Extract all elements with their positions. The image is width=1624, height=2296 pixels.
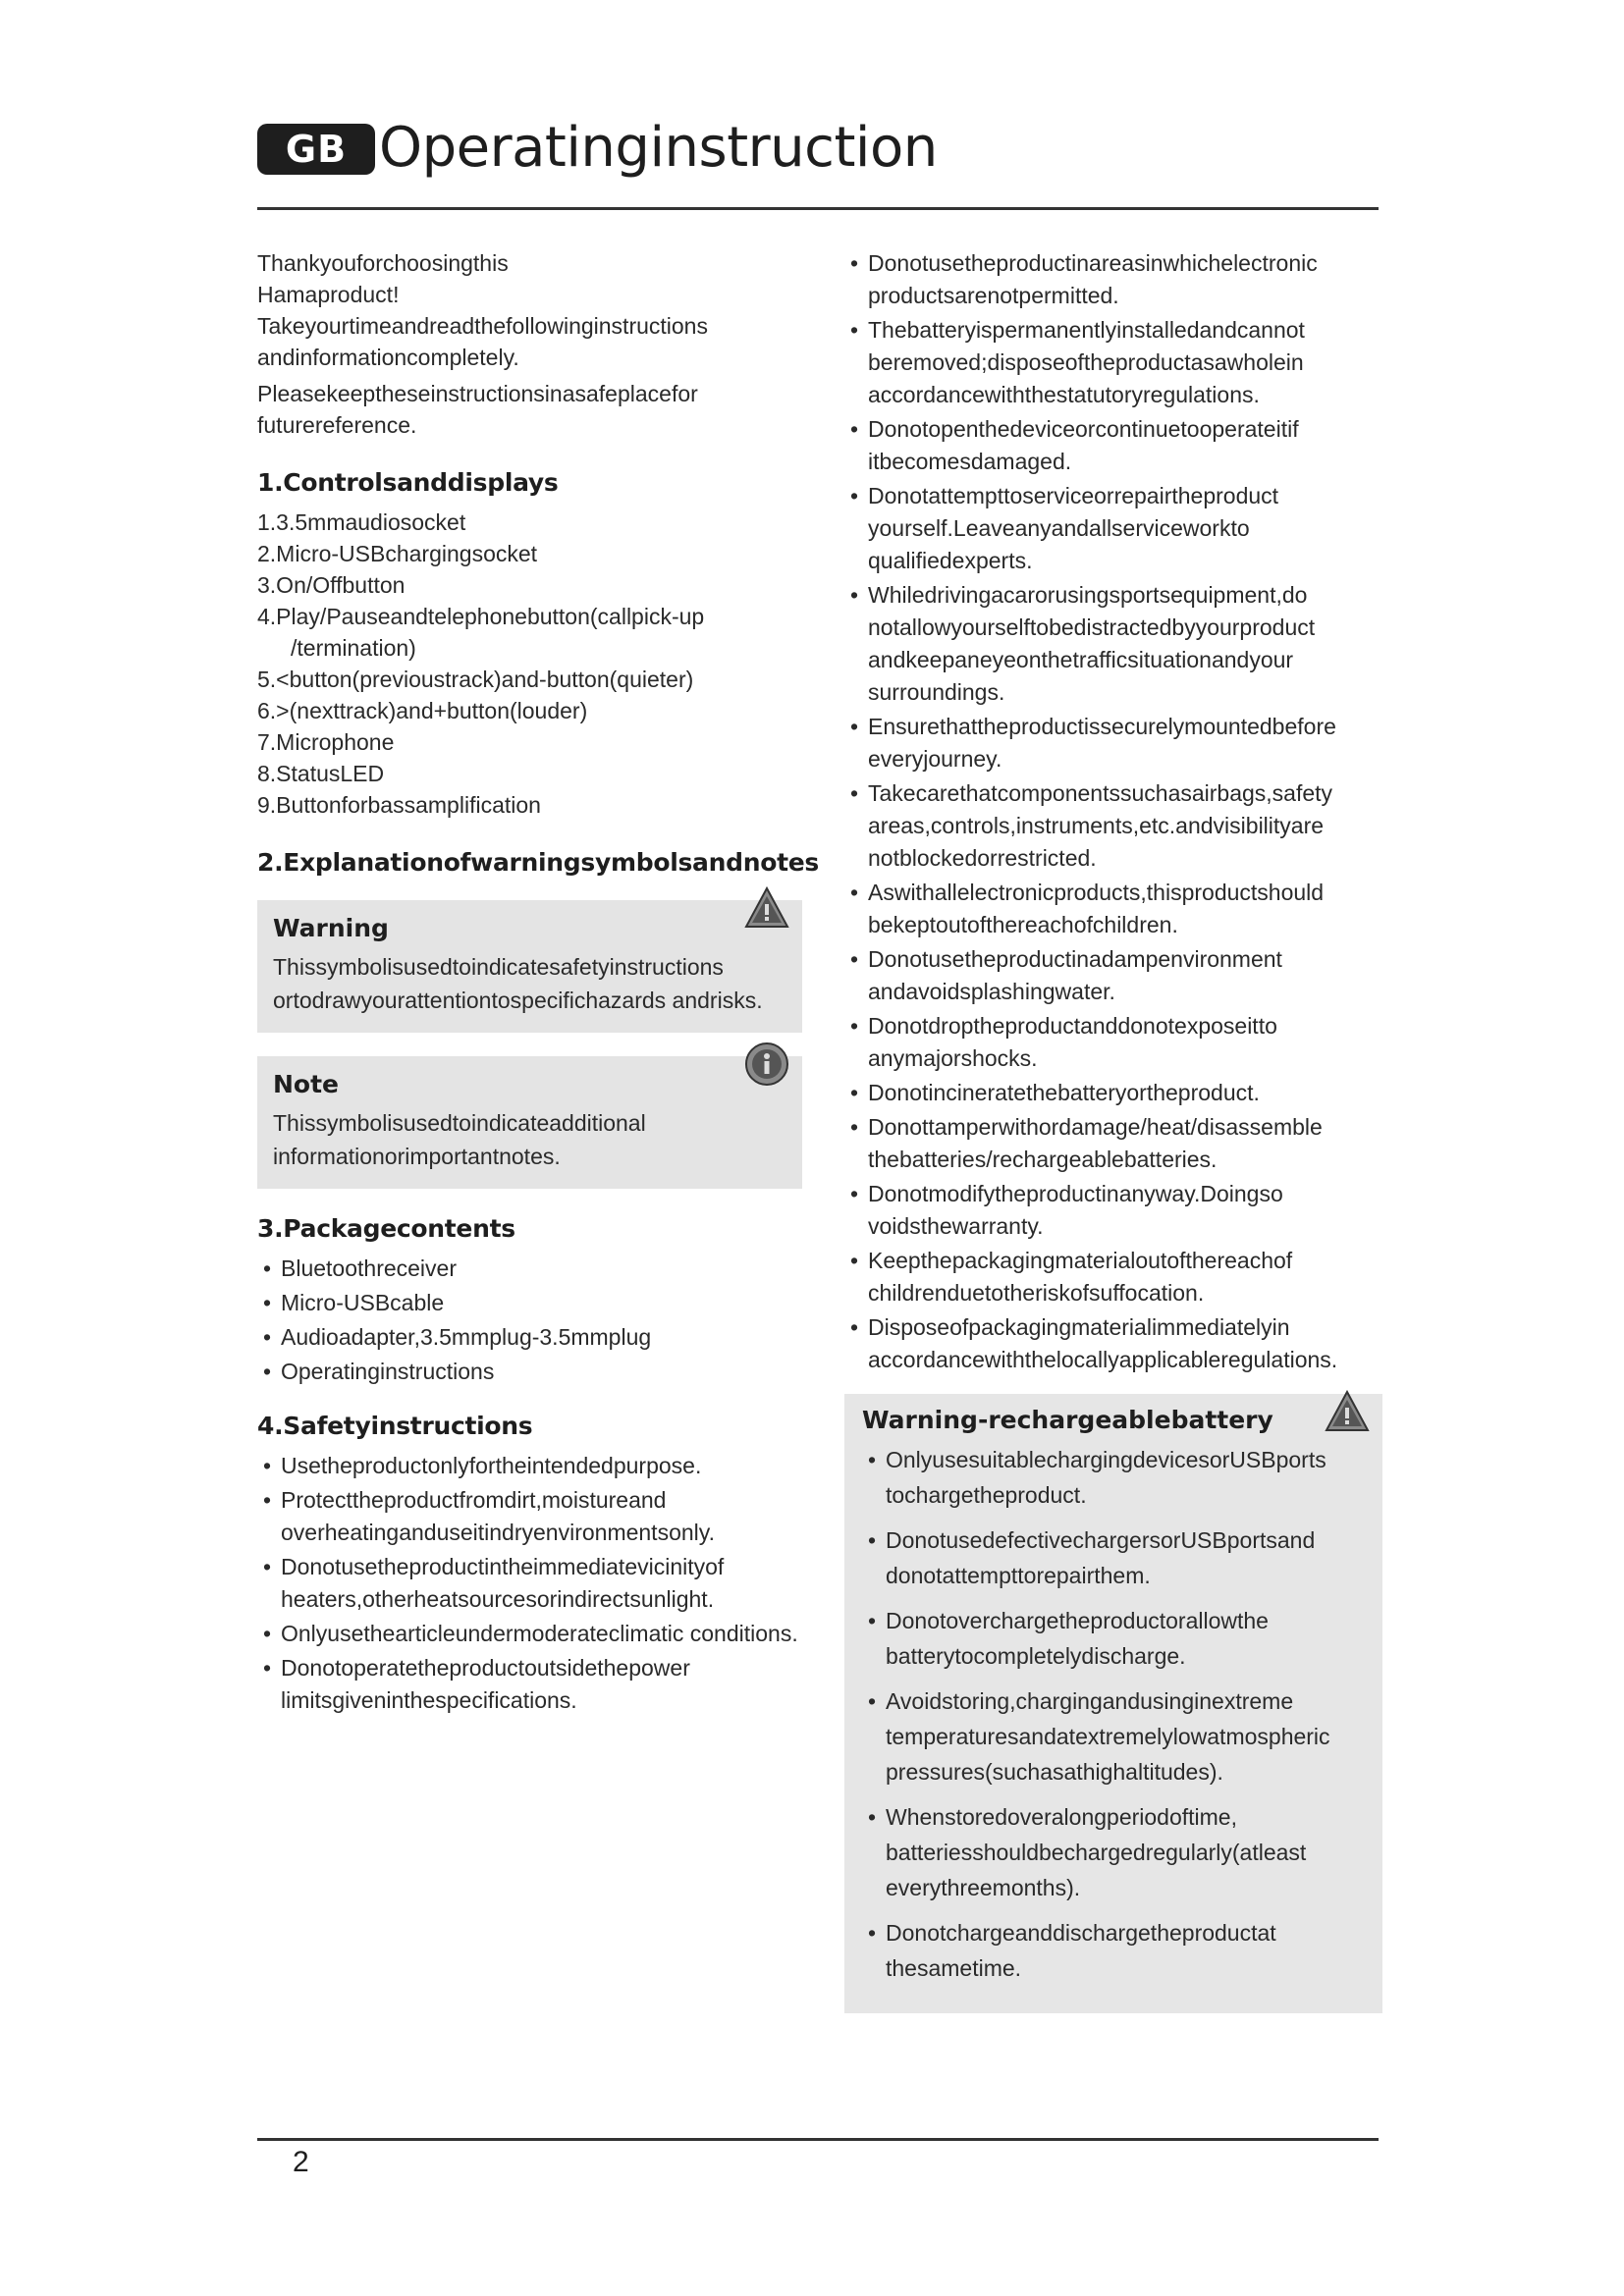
list-item: • Usetheproductonlyfortheintendedpurpose. <box>257 1450 802 1482</box>
page-title: Operatinginstruction <box>379 116 938 180</box>
info-circle-icon <box>743 1041 790 1088</box>
battery-warning-list <box>862 1442 1365 1986</box>
list-item: • DonotusedefectivechargersorUSBportsand donotattempttorepairthem. <box>862 1522 1365 1593</box>
controls-list <box>257 507 802 821</box>
list-item: • Onlyusethearticleundermoderateclimatic conditions. <box>257 1618 802 1650</box>
language-badge: GB <box>257 124 375 175</box>
list-item: • Thebatteryispermanentlyinstalledandcannot beremoved;disposeoftheproductasawholein accordancewiththestatutoryregulations. <box>844 314 1382 411</box>
list-item: • Donottamperwithordamage/heat/disassemble thebatteries/rechargeablebatteries. <box>844 1111 1382 1176</box>
list-item: • Donotoverchargetheproductorallowthe batterytocompletelydischarge. <box>862 1603 1365 1674</box>
page-number: 2 <box>293 2146 309 2178</box>
battery-warning-box <box>844 1394 1382 2013</box>
intro-text <box>257 247 802 441</box>
section-heading-controls: 1.Controlsanddisplays <box>257 468 559 497</box>
list-item: • OnlyusesuitablechargingdevicesorUSBports tochargetheproduct. <box>862 1442 1365 1513</box>
list-item: • Aswithallelectronicproducts,thisproductshould bekeptoutofthereachofchildren. <box>844 877 1382 941</box>
list-item: 2.Micro-USBchargingsocket <box>257 541 538 566</box>
list-item: • Donotusetheproductintheimmediatevicinityof heaters,otherheatsourcesorindirectsunlight. <box>257 1551 802 1616</box>
left-column <box>257 247 819 1719</box>
list-item: • Takecarethatcomponentssuchasairbags,safety areas,controls,instruments,etc.andvisibilityare notblockedorrestricted. <box>844 777 1382 875</box>
list-item: • Donotmodifytheproductinanyway.Doingso voidsthewarranty. <box>844 1178 1382 1243</box>
list-item: • Donotattempttoserviceorrepairtheproduct yourself.Leaveanyandallserviceworkto qualifiedexperts. <box>844 480 1382 577</box>
intro-line: Takeyourtimeandreadthefollowinginstructions andinformationcompletely. <box>257 313 708 370</box>
list-item: • Audioadapter,3.5mmplug-3.5mmplug <box>257 1321 802 1354</box>
safety-list-right <box>844 247 1382 1376</box>
list-item: • Donotopenthedeviceorcontinuetooperateitif itbecomesdamaged. <box>844 413 1382 478</box>
list-item: • Disposeofpackagingmaterialimmediatelyin accordancewiththelocallyapplicableregulations. <box>844 1311 1382 1376</box>
warning-title: Warning <box>273 914 389 942</box>
list-item: • Avoidstoring,chargingandusinginextreme temperaturesandatextremelylowatmospheric pressures(suchasathighaltitudes). <box>862 1683 1365 1789</box>
header-divider <box>257 207 1379 210</box>
intro-line: Pleasekeeptheseinstructionsinasafeplacefor futurereference. <box>257 381 698 438</box>
list-item: • Donotusetheproductinareasinwhichelectronic productsarenotpermitted. <box>844 247 1382 312</box>
intro-line: Thankyouforchoosingthis <box>257 250 509 276</box>
list-item: 8.StatusLED <box>257 761 385 786</box>
list-item: 6.>(nexttrack)and+button(louder) <box>257 698 588 723</box>
list-item: • Donotusetheproductinadampenvironment andavoidsplashingwater. <box>844 943 1382 1008</box>
list-item: • Donotdroptheproductanddonotexposeitto anymajorshocks. <box>844 1010 1382 1075</box>
list-item: • Ensurethattheproductissecurelymountedbefore everyjourney. <box>844 711 1382 775</box>
section-heading-safety: 4.Safetyinstructions <box>257 1412 533 1440</box>
list-item: • Donotincineratethebatteryortheproduct. <box>844 1077 1382 1109</box>
right-column <box>844 247 1382 2013</box>
package-list <box>257 1253 802 1388</box>
warning-triangle-icon <box>1324 1388 1371 1435</box>
list-item: • Whenstoredoveralongperiodoftime, batteriesshouldbechargedregularly(atleast everythreemonths). <box>862 1799 1365 1905</box>
footer-divider <box>257 2138 1379 2141</box>
section-heading-package: 3.Packagecontents <box>257 1214 515 1243</box>
section-heading-warnings: 2.Explanationofwarningsymbolsandnotes <box>257 848 819 877</box>
list-item: • Donotoperatetheproductoutsidethepower limitsgiveninthespecifications. <box>257 1652 802 1717</box>
list-item: • Keepthepackagingmaterialoutofthereachof childrenduetotheriskofsuffocation. <box>844 1245 1382 1309</box>
list-item: 9.Buttonforbassamplification <box>257 792 541 818</box>
list-item: • Donotchargeanddischargetheproductat thesametime. <box>862 1915 1365 1986</box>
list-item: 1.3.5mmaudiosocket <box>257 509 466 535</box>
warning-text: Thissymbolisusedtoindicatesafetyinstructions ortodrawyourattentiontospecifichazards andrisks. <box>273 954 763 1013</box>
list-item: • Operatinginstructions <box>257 1356 802 1388</box>
note-box <box>257 1056 802 1189</box>
list-item: • Protecttheproductfromdirt,moistureand overheatinganduseitindryenvironmentsonly. <box>257 1484 802 1549</box>
safety-list-left <box>257 1450 802 1717</box>
page-header <box>257 116 1379 209</box>
list-item: 3.On/Offbutton <box>257 572 406 598</box>
note-title: Note <box>273 1070 340 1098</box>
warning-box <box>257 900 802 1033</box>
list-item: 4.Play/Pauseandtelephonebutton(callpick-up /termination) <box>257 604 705 661</box>
list-item: • Whiledrivingacarorusingsportsequipment,do notallowyourselftobedistractedbyyourproduct andkeepaneyeonthetrafficsituationandyour surroundings. <box>844 579 1382 709</box>
list-item: • Bluetoothreceiver <box>257 1253 802 1285</box>
intro-line: Hamaproduct! <box>257 282 400 307</box>
list-item: 5.<button(previoustrack)and-button(quieter) <box>257 667 694 692</box>
list-item: • Micro-USBcable <box>257 1287 802 1319</box>
note-text: Thissymbolisusedtoindicateadditional informationorimportantnotes. <box>273 1110 646 1169</box>
list-item: 7.Microphone <box>257 729 395 755</box>
battery-warning-title: Warning-rechargeablebattery <box>862 1406 1273 1434</box>
warning-triangle-icon <box>743 884 790 932</box>
